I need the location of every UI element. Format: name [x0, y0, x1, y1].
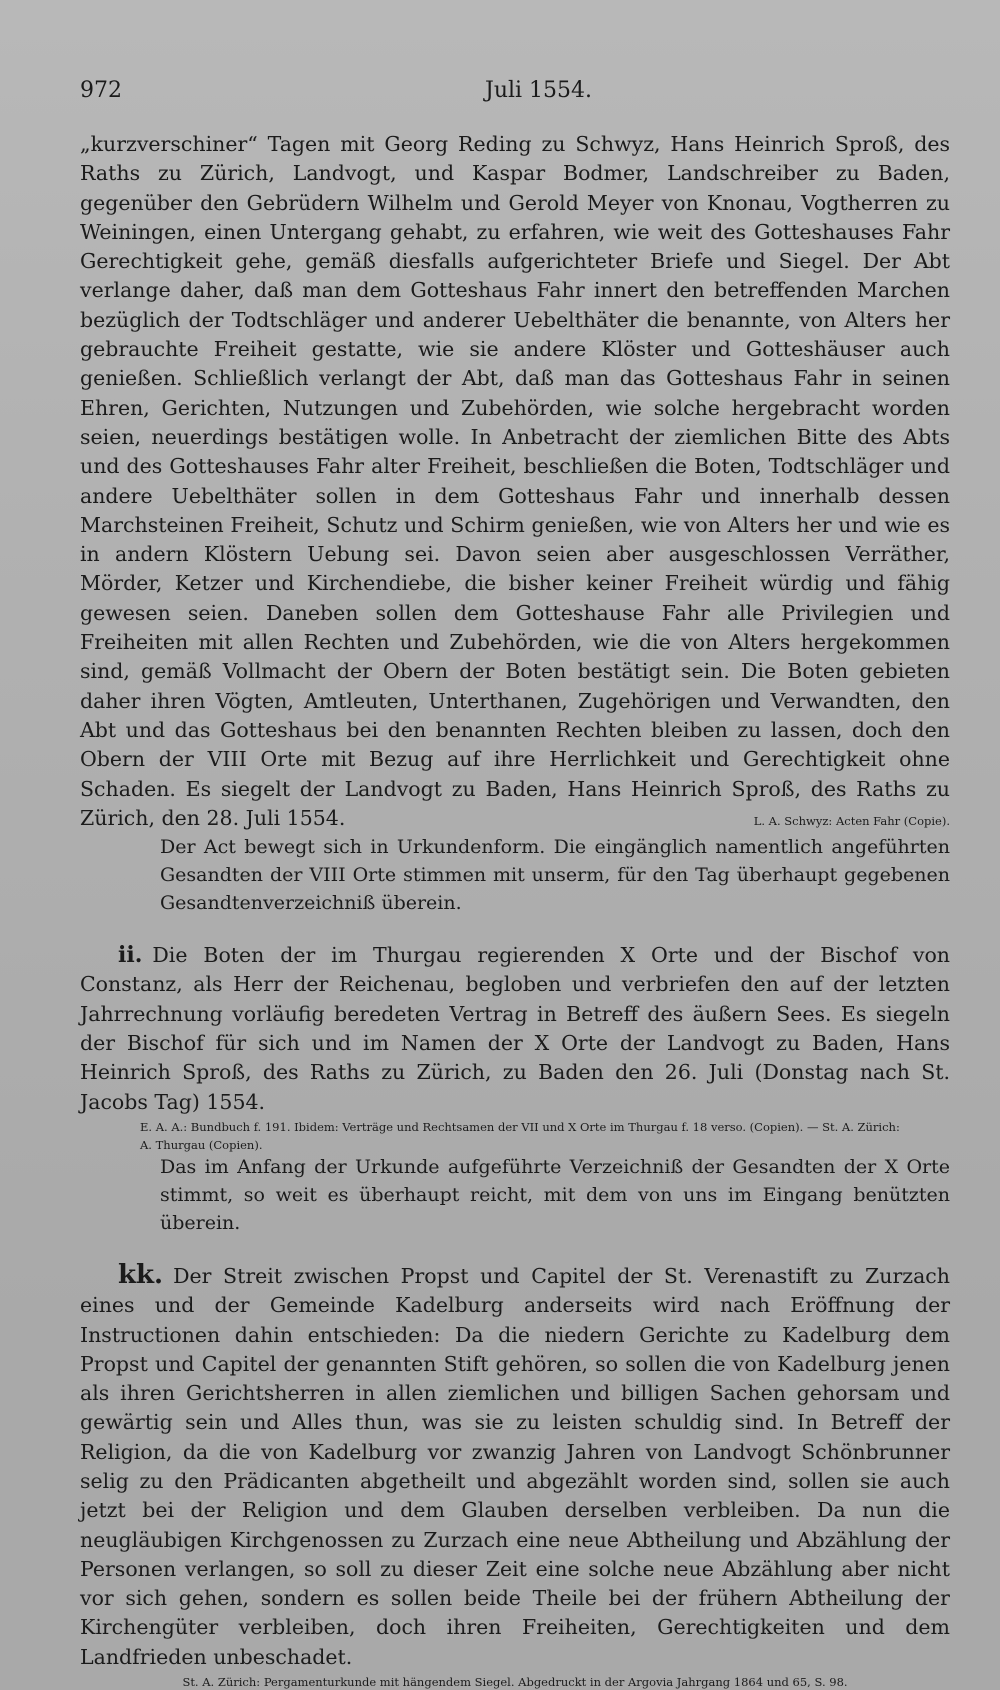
source-citation: E. A. A.: Bundbuch f. 191. Ibidem: Verträge und Rechtsamen der VII und X Orte im Thurgau f. 18 verso. (Copien). — St. A. Zürich: — [140, 1119, 900, 1134]
paragraph-continued — [80, 130, 950, 833]
running-head: Juli 1554. — [485, 78, 593, 103]
page-body — [80, 130, 950, 1690]
entry-kk — [80, 1261, 950, 1690]
editorial-note: Der Act bewegt sich in Urkundenform. Die eingänglich namentlich angeführten Gesandten der VIII Orte stimmen mit unserm, für den Tag überhaupt gegebenen Gesandtenverzeichniß überein. — [160, 836, 950, 915]
page-header — [80, 78, 940, 108]
entry-letter: ii. — [118, 942, 143, 969]
page-number: 972 — [80, 78, 122, 103]
entry-ii-paragraph — [80, 941, 950, 1117]
entry-kk-paragraph — [80, 1261, 950, 1672]
entry-text: Der Streit zwischen Propst und Capitel der St. Verenastift zu Zurzach eines und der Gemeinde Kadelburg anderseits wird nach Eröffnung der Instructionen dahin entschieden: Da die niedern Gerichte zu Kadelburg dem Propst und Capitel der genannten Stift gehören, so sollen die von Kadelburg jenen als ihren Gerichtsherren in allen ziemlichen und billigen Sachen gehorsam und gewärtig sein und Alles thun, was sie zu leisten schuldig sind. In Betreff der Religion, da die von Kadelburg vor zwanzig Jahren von Landvogt Schönbrunner selig zu den Prädicanten abgetheilt und abgezählt worden sind, sollen sie auch jetzt bei der Religion und dem Glauben derselben verbleiben. Da nun die neugläubigen Kirchgenossen zu Zurzach eine neue Abtheilung und Abzählung der Personen verlangen, so soll zu dieser Zeit eine solche neue Abzählung aber nicht vor sich gehen, sondern es sollen beide Theile bei der frühern Abtheilung der Kirchengüter verbleiben, doch ihren Freiheiten, Gerechtigkeiten und dem Landfrieden unbeschadet. — [80, 1263, 950, 1669]
source-citation: L. A. Schwyz: Acten Fahr (Copie). — [753, 813, 950, 828]
entry-text: Die Boten der im Thurgau regierenden X Orte und der Bischof von Constanz, als Herr der Reichenau, begloben und verbriefen den auf der letzten Jahrrechnung vorläufig beredeten Vertrag in Betreff des äußern Sees. Es siegeln der Bischof für sich und im Namen der X Orte der Landvogt zu Baden, Hans Heinrich Sproß, des Raths zu Zürich, zu Baden den 26. Juli (Donstag nach St. Jacobs Tag) 1554. — [80, 943, 950, 1114]
source-citation-cont: A. Thurgau (Copien). — [140, 1137, 263, 1152]
entry-letter: kk. — [118, 1259, 164, 1290]
entry-ii — [80, 941, 950, 1237]
editorial-note: Das im Anfang der Urkunde aufgeführte Verzeichniß der Gesandten der X Orte stimmt, so weit es überhaupt reicht, mit dem von uns im Eingang benützten überein. — [160, 1155, 950, 1234]
paragraph-text: „kurzverschiner“ Tagen mit Georg Reding zu Schwyz, Hans Heinrich Sproß, des Raths zu Zürich, Landvogt, und Kaspar Bodmer, Landschreiber zu Baden, gegenüber den Gebrüdern Wilhelm und Gerold Meyer von Knonau, Vogtherren zu Weiningen, einen Untergang gehabt, zu erfahren, wie weit des Gotteshauses Fahr Gerechtigkeit gehe, gemäß diesfalls aufgerichteter Briefe und Siegel. Der Abt verlange daher, daß man dem Gotteshaus Fahr innert den betreffenden Marchen bezüglich der Todtschläger und anderer Uebelthäter die benannte, von Alters her gebrauchte Freiheit gestatte, wie sie andere Klöster und Gotteshäuser auch genießen. Schließlich verlangt der Abt, daß man das Gotteshaus Fahr in seinen Ehren, Gerichten, Nutzungen und Zubehörden, wie solche hergebracht worden seien, neuerdings bestätigen wolle. In Anbetracht der ziemlichen Bitte des Abts und des Gotteshauses Fahr alter Freiheit, beschließen die Boten, Todtschläger und andere Uebelthäter sollen in dem Gotteshaus Fahr und innerhalb dessen Marchsteinen Freiheit, Schutz und Schirm genießen, wie von Alters her und wie es in andern Klöstern Uebung sei. Davon seien aber ausgeschlossen Verräther, Mörder, Ketzer und Kirchendiebe, die bisher keiner Freiheit würdig und fähig gewesen seien. Daneben sollen dem Gotteshause Fahr alle Privilegien und Freiheiten mit allen Rechten und Zubehörden, wie die von Alters hergekommen sind, gemäß Vollmacht der Obern der Boten bestätigt sein. Die Boten gebieten daher ihren Vögten, Amtleuten, Unterthanen, Zugehörigen und Verwandten, den Abt und das Gotteshaus bei den benannten Rechten bleiben zu lassen, doch den Obern der VIII Orte mit Bezug auf ihre Herrlichkeit und Gerechtigkeit ohne Schaden. Es siegelt der Landvogt zu Baden, Hans Heinrich Sproß, des Raths zu Zürich, den 28. Juli 1554. — [80, 132, 950, 830]
source-citation: St. A. Zürich: Pergamenturkunde mit hängendem Siegel. Abgedruckt in der Argovia Jahrgang 1864 und 65, S. 98. — [182, 1675, 848, 1690]
